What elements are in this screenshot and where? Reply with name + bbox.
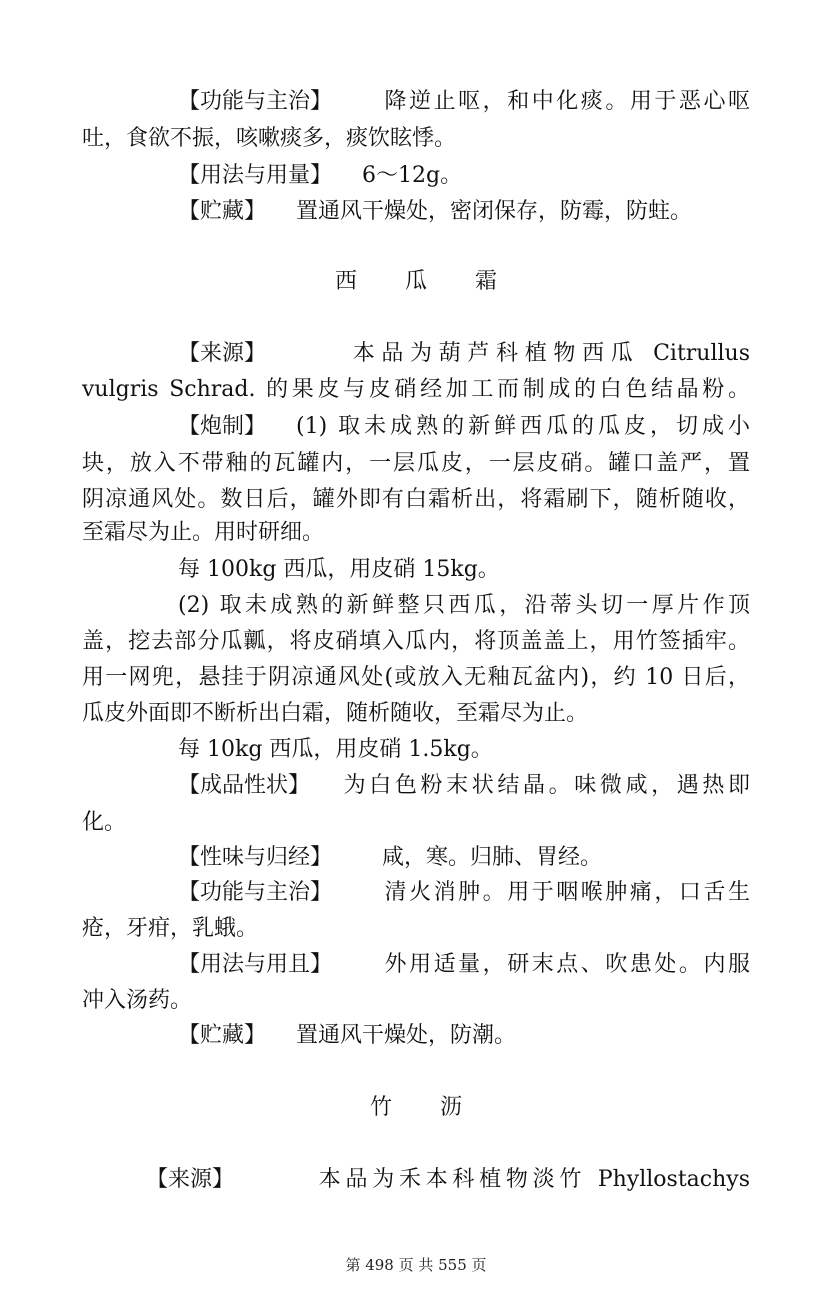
usage2-line-1	[178, 947, 750, 983]
function-indication2-text: 清火消肿。用于咽喉肿痛，口舌生	[382, 880, 750, 905]
product-character-line-1	[178, 768, 750, 804]
processing-line-2: 块，放入不带釉的瓦罐内，一层瓜皮，一层皮硝。罐口盖严，置	[82, 451, 750, 476]
taste-meridian-line	[178, 840, 750, 876]
processing2-line-2: 盖，挖去部分瓜瓤，将皮硝填入瓜内，将顶盖盖上，用竹签插牢。	[82, 629, 750, 654]
storage-text: 置通风干燥处，密闭保存，防霉，防蛀。	[296, 199, 693, 224]
processing-text: (1) 取未成熟的新鲜西瓜的瓜皮，切成小	[296, 414, 750, 439]
processing2-line-3: 用一网兜，悬挂于阴凉通风处(或放入无釉瓦盆内)，约 10 日后，	[82, 665, 750, 690]
title-char-3: 霜	[475, 269, 498, 294]
source-line-1	[178, 336, 750, 372]
section-title-xiguashuang	[0, 264, 832, 300]
zhuli-source-label: 【来源】	[146, 1167, 235, 1192]
storage2-text: 置通风干燥处，防潮。	[296, 1023, 517, 1048]
title-char-1: 西	[334, 269, 357, 294]
storage-label: 【贮藏】	[178, 199, 267, 224]
usage-dosage-line	[178, 158, 750, 194]
processing2-line-1: (2) 取未成熟的新鲜整只西瓜，沿蒂头切一厚片作顶	[178, 593, 750, 618]
title-char-2: 瓜	[404, 269, 427, 294]
usage2-text: 外用适量，研末点、吹患处。内服	[382, 952, 750, 977]
processing2-line-4: 瓜皮外面即不断析出白霜，随析随收，至霜尽为止。	[82, 701, 589, 726]
taste-meridian-text: 咸，寒。归肺、胃经。	[382, 845, 603, 870]
function-indication2-line-2: 疮，牙疳，乳蛾。	[82, 916, 259, 941]
function-indication2-label: 【功能与主治】	[178, 880, 333, 905]
product-character-line-2: 化。	[82, 810, 127, 835]
usage2-label: 【用法与用且】	[178, 952, 333, 977]
zhuli-source-line	[146, 1162, 750, 1198]
processing-line-1	[178, 409, 750, 445]
section-title-zhuli	[0, 1090, 832, 1126]
zhuli-source-text: 本品为禾本科植物淡竹 Phyllostachys	[314, 1167, 750, 1192]
product-character-label: 【成品性状】	[178, 773, 311, 798]
function-indication-text: 降逆止呕，和中化痰。用于恶心呕	[382, 89, 750, 114]
source-label: 【来源】	[178, 341, 267, 366]
function-indication-label: 【功能与主治】	[178, 89, 333, 114]
taste-meridian-label: 【性味与归经】	[178, 845, 333, 870]
usage-dosage-label: 【用法与用量】	[178, 163, 333, 188]
processing-line-4: 至霜尽为止。用时研细。	[82, 520, 325, 545]
source-text: 本品为葫芦科植物西瓜 Citrullus	[346, 341, 750, 366]
ratio-line-2: 每 10kg 西瓜，用皮硝 1.5kg。	[178, 737, 493, 762]
storage2-label: 【贮藏】	[178, 1023, 267, 1048]
storage2-line	[178, 1018, 750, 1054]
function-indication-line-2: 吐，食欲不振，咳嗽痰多，痰饮眩悸。	[82, 126, 457, 151]
usage-dosage-text: 6～12g。	[362, 163, 463, 188]
title-char-1: 竹	[369, 1095, 392, 1120]
storage-line	[178, 194, 750, 230]
ratio-line-1: 每 100kg 西瓜，用皮硝 15kg。	[178, 557, 500, 582]
function-indication2-line-1	[178, 875, 750, 911]
title-char-2: 沥	[440, 1095, 463, 1120]
processing-label: 【炮制】	[178, 414, 267, 439]
processing-line-3: 阴凉通风处。数日后，罐外即有白霜析出，将霜刷下，随析随收，	[82, 487, 750, 512]
source-line-2: vulgris Schrad. 的果皮与皮硝经加工而制成的白色结晶粉。	[82, 377, 750, 402]
product-character-text: 为白色粉末状结晶。味微咸，遇热即	[340, 773, 750, 798]
usage2-line-2: 冲入汤药。	[82, 988, 193, 1013]
function-indication-line-1	[178, 84, 750, 120]
page-footer: 第 498 页 共 555 页	[345, 1256, 487, 1274]
